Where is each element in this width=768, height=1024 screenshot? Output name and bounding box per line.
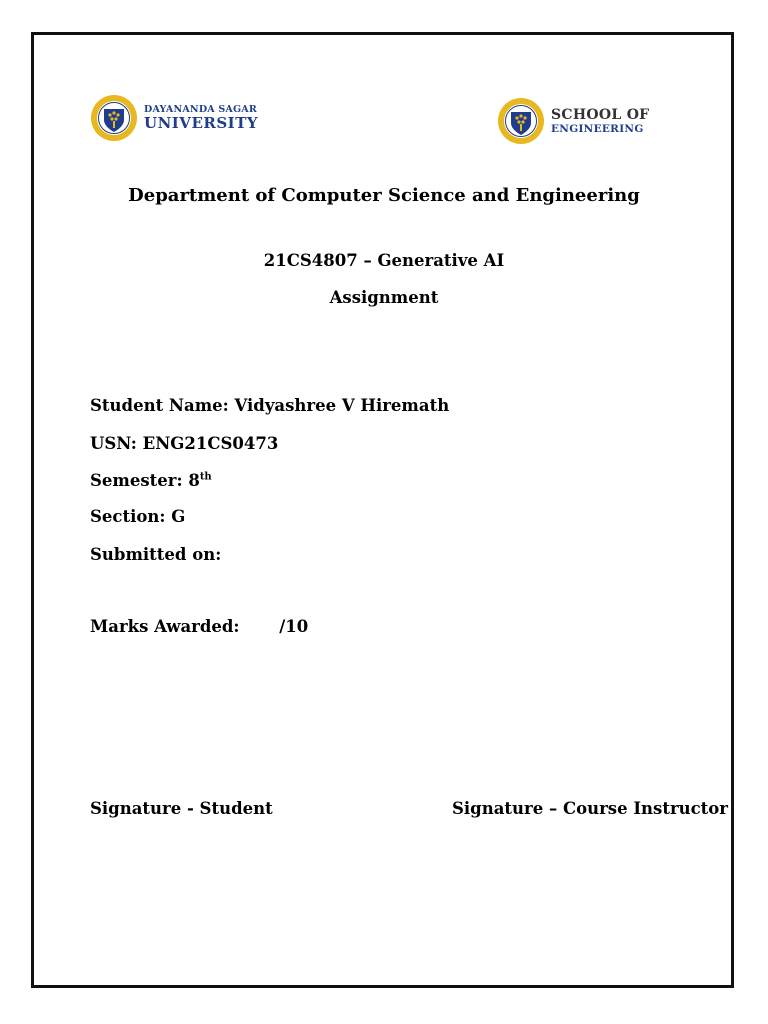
section-label: Section: bbox=[90, 507, 166, 526]
marks-label: Marks Awarded: bbox=[90, 617, 240, 636]
logo-left-line2: UNIVERSITY bbox=[144, 114, 259, 133]
university-logo bbox=[90, 94, 258, 142]
semester-suffix: th bbox=[199, 471, 212, 483]
section-value: G bbox=[171, 507, 186, 526]
school-seal-icon bbox=[497, 97, 545, 145]
signature-instructor: Signature – Course Instructor bbox=[452, 799, 728, 818]
document-type: Assignment bbox=[329, 288, 439, 307]
student-name-value: Vidyashree V Hiremath bbox=[234, 396, 450, 415]
marks-field bbox=[90, 617, 308, 636]
section-field bbox=[90, 507, 185, 526]
department-title: Department of Computer Science and Engineering bbox=[128, 185, 640, 206]
logo-left-line1: DAYANANDA SAGAR bbox=[144, 103, 257, 115]
semester-value: 8 bbox=[188, 471, 200, 490]
student-name-label: Student Name: bbox=[90, 396, 229, 415]
signature-student: Signature - Student bbox=[90, 799, 273, 818]
usn-label: USN: bbox=[90, 434, 137, 453]
usn-field bbox=[90, 434, 278, 453]
submitted-on-field bbox=[90, 545, 221, 564]
semester-label: Semester: bbox=[90, 471, 183, 490]
usn-value: ENG21CS0473 bbox=[142, 434, 279, 453]
university-seal-icon bbox=[90, 94, 138, 142]
marks-total: /10 bbox=[279, 617, 309, 636]
student-name-field bbox=[90, 396, 449, 415]
school-logo bbox=[497, 97, 649, 145]
logo-right-line1: SCHOOL OF bbox=[551, 106, 650, 123]
submitted-on-label: Submitted on: bbox=[90, 545, 222, 564]
logo-right-line2: ENGINEERING bbox=[551, 122, 644, 135]
course-title: 21CS4807 – Generative AI bbox=[263, 251, 505, 270]
semester-field bbox=[90, 471, 212, 490]
